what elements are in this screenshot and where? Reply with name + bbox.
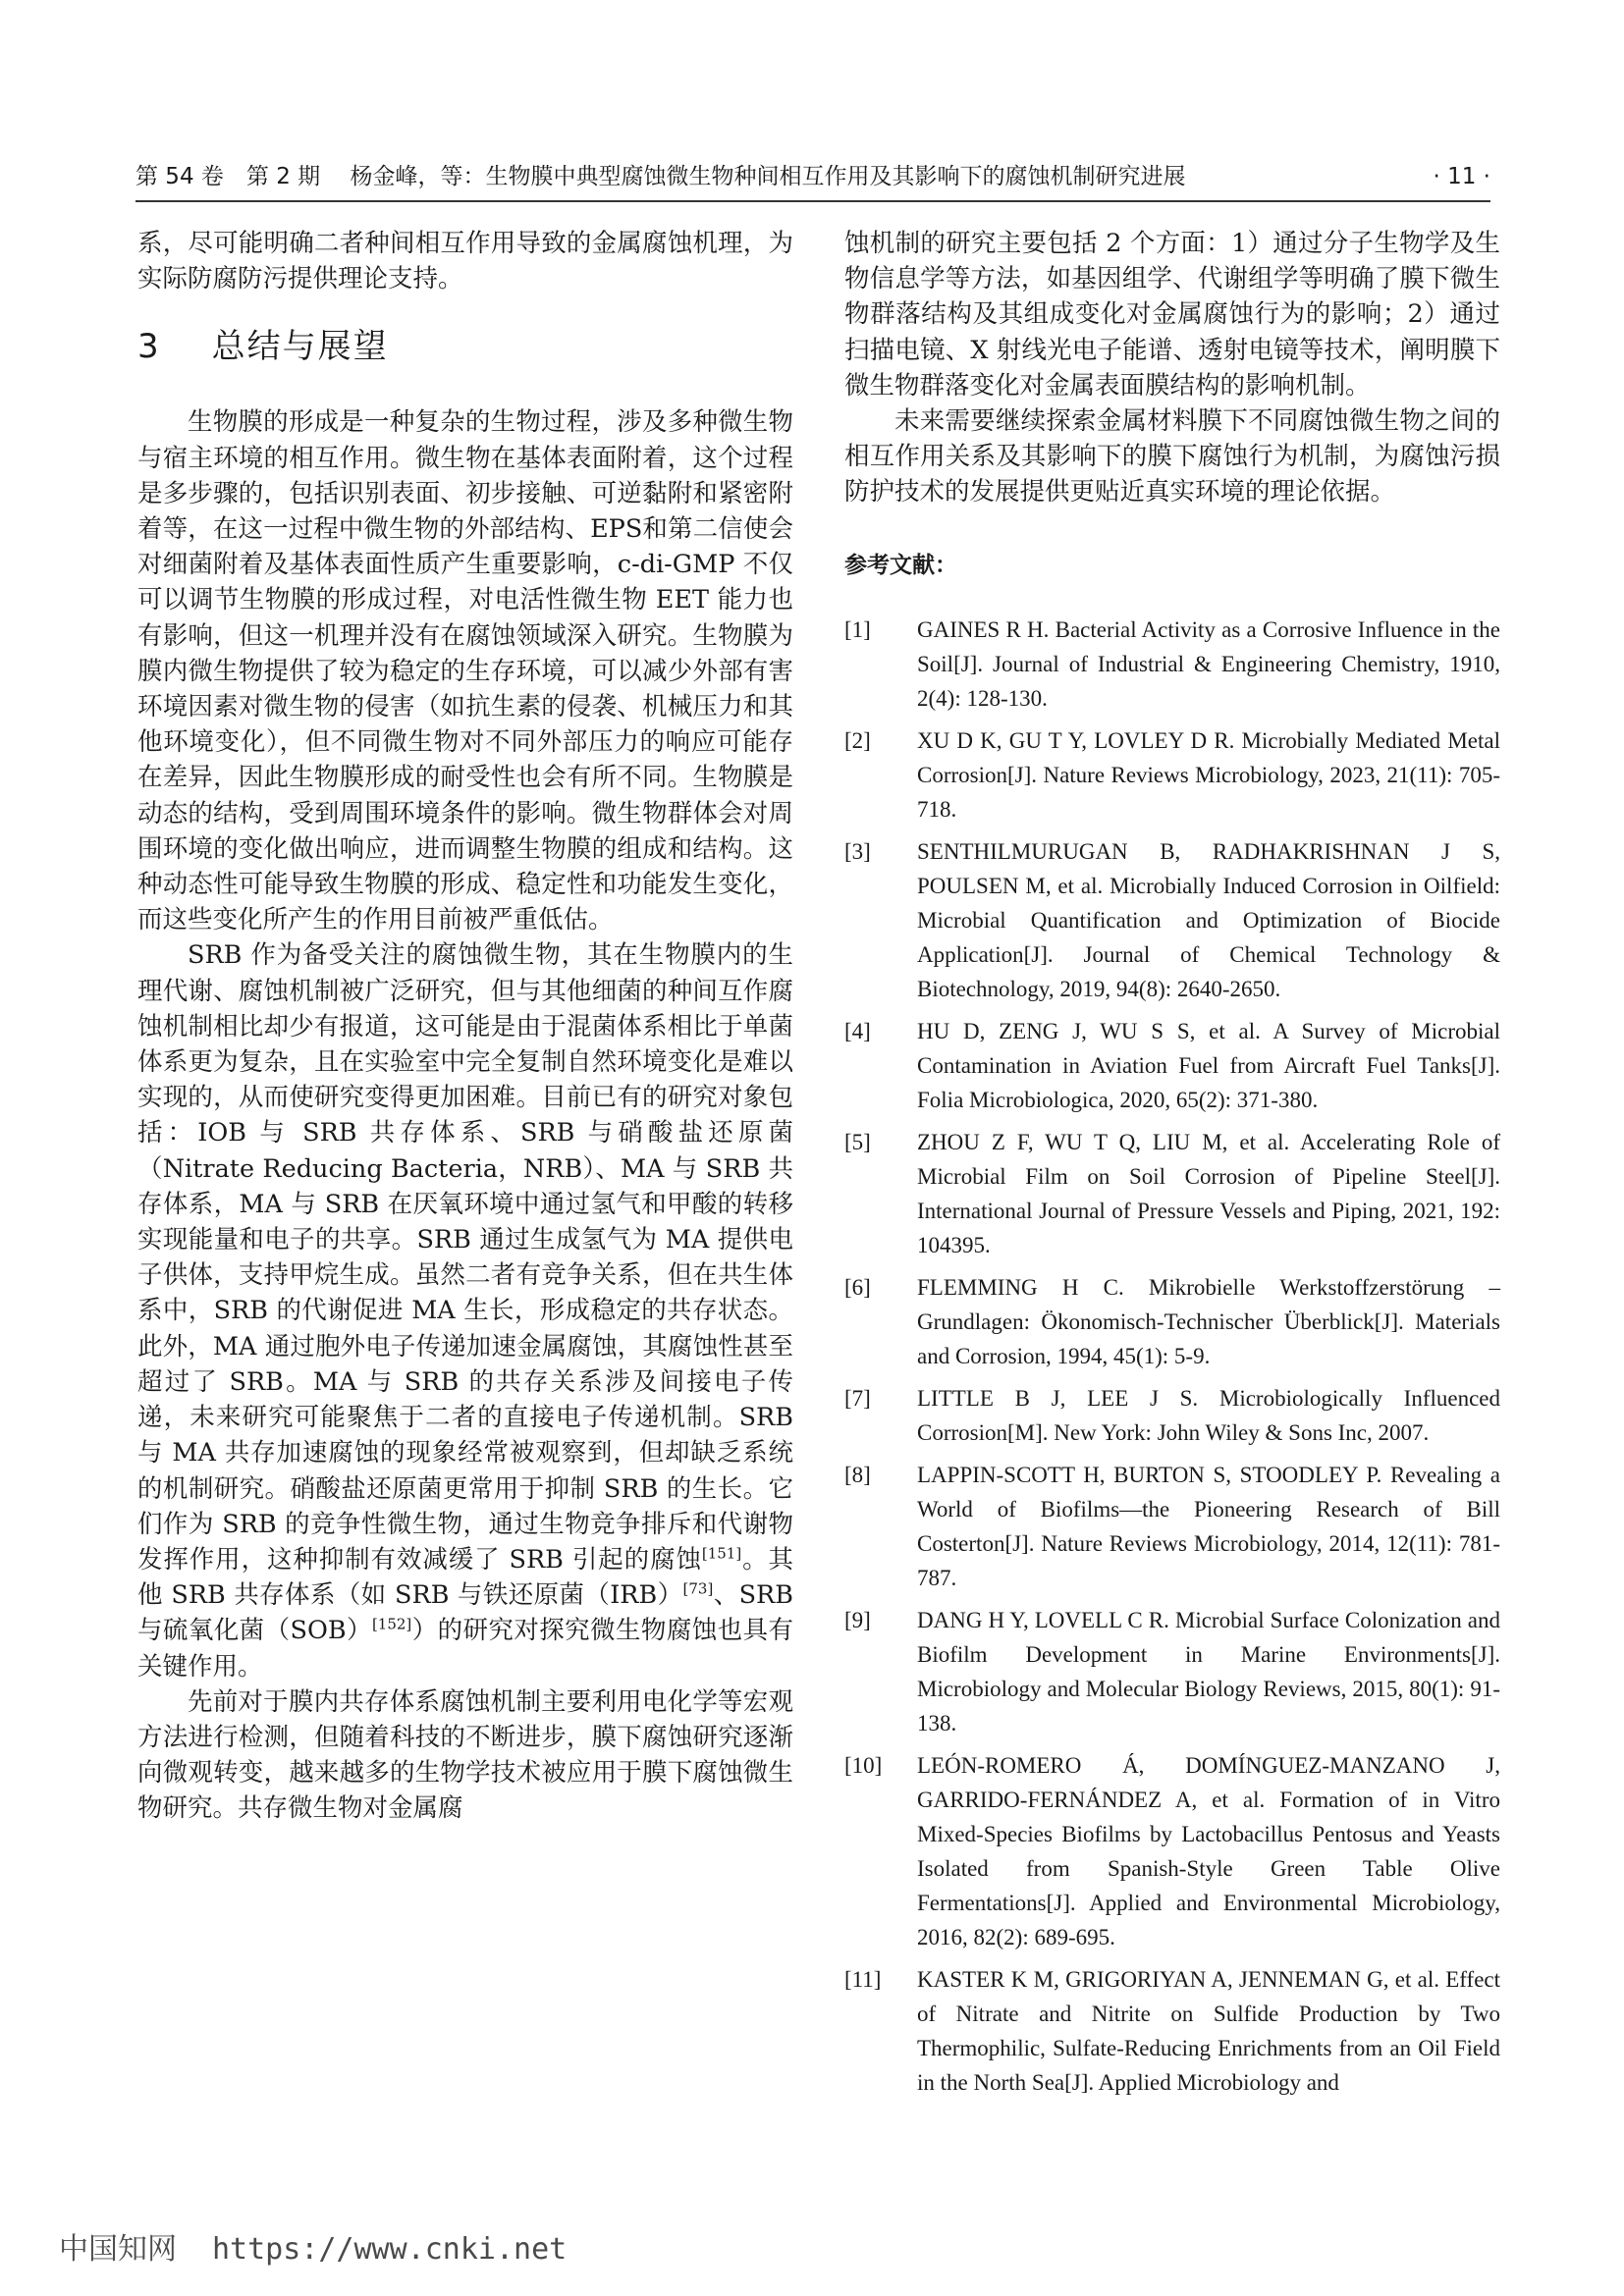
reference-number: [8] — [844, 1462, 871, 1487]
footer-watermark — [59, 2230, 567, 2269]
reference-item — [844, 613, 1500, 716]
citation-73: [73] — [682, 1579, 714, 1598]
reference-item — [844, 834, 1500, 1006]
reference-number: [1] — [844, 616, 871, 642]
paragraph-text: SRB 作为备受关注的腐蚀微生物，其在生物膜内的生理代谢、腐蚀机制被广泛研究，但与其他细菌的种间互作腐蚀机制相比却少有报道，这可能是由于混菌体系相比于单菌体系更为复杂，且在实验室中完全复制自然环境变化是难以实现的，从而使研究变得更加困难。目前已有的研究对象包括：IOB 与 SRB 共存体系、SRB 与硝酸盐还原菌（Nitrate Reducing Bacteria，NRB）、MA 与 SRB 共存体系，MA 与 SRB 在厌氧环境中通过氢气和甲酸的转移实现能量和电子的共享。SRB 通过生成氢气为 MA 提供电子供体，支持甲烷生成。虽然二者有竞争关系，但在共生体系中，SRB 的代谢促进 MA 生长，形成稳定的共存状态。此外，MA 通过胞外电子传递加速金属腐蚀，其腐蚀性甚至超过了 SRB。MA 与 SRB 的共存关系涉及间接电子传递，未来研究可能聚焦于二者的直接电子传递机制。SRB 与 MA 共存加速腐蚀的现象经常被观察到，但却缺乏系统的机制研究。硝酸盐还原菌更常用于抑制 SRB 的生长。它们作为 SRB 的竞争性微生物，通过生物竞争排斥和代谢物发挥作用，这种抑制有效减缓了 SRB 引起的腐蚀 — [137, 940, 793, 1575]
reference-number: [4] — [844, 1018, 871, 1043]
reference-number: [6] — [844, 1274, 871, 1300]
right-column — [844, 226, 1500, 2108]
reference-item — [844, 1603, 1500, 1740]
reference-item — [844, 1458, 1500, 1595]
body-paragraph-outlook: 未来需要继续探索金属材料膜下不同腐蚀微生物之间的相互作用关系及其影响下的膜下腐蚀行为机制，为腐蚀污损防护技术的发展提供更贴近真实环境的理论依据。 — [844, 406, 1500, 507]
reference-number: [11] — [844, 1966, 882, 1992]
reference-text: XU D K, GU T Y, LOVLEY D R. Microbially Mediated Metal Corrosion[J]. Nature Reviews Microbiology, 2023, 21(11): 705-718. — [917, 727, 1500, 822]
citation-152: [152] — [371, 1615, 412, 1633]
reference-item — [844, 1125, 1500, 1262]
reference-number: [10] — [844, 1752, 883, 1778]
page-number: · 11 · — [1433, 164, 1490, 189]
reference-text: GAINES R H. Bacterial Activity as a Corrosive Influence in the Soil[J]. Journal of Industrial & Engineering Chemistry, 1910, 2(4): 128-130. — [917, 616, 1500, 711]
reference-text: SENTHILMURUGAN B, RADHAKRISHNAN J S, POULSEN M, et al. Microbially Induced Corrosion in Oilfield: Microbial Quantification and Optimization of Biocide Application[J]. Journal of Chemical Technology & Biotechnology, 2019, 94(8): 2640-2650. — [917, 838, 1500, 1001]
reference-number: [9] — [844, 1607, 871, 1632]
paragraph-text: 、SRB 与硫氧化菌（SOB） — [137, 1580, 793, 1646]
intro-paragraph: 系，尽可能明确二者种间相互作用导致的金属腐蚀机理，为实际防腐防污提供理论支持。 — [137, 229, 793, 294]
left-column — [137, 226, 793, 1827]
paragraph-text: ）的研究对探究微生物腐蚀也具有关键作用。 — [137, 1616, 793, 1682]
cnki-logo: 中国知网 — [59, 2232, 177, 2267]
body-paragraph-1: 生物膜的形成是一种复杂的生物过程，涉及多种微生物与宿主环境的相互作用。微生物在基体表面附着，这个过程是多步骤的，包括识别表面、初步接触、可逆黏附和紧密附着等，在这一过程中微生物的外部结构、EPS和第二信使会对细菌附着及基体表面性质产生重要影响，c-di-GMP 不仅可以调节生物膜的形成过程，对电活性微生物 EET 能力也有影响，但这一机理并没有在腐蚀领域深入研究。生物膜为膜内微生物提供了较为稳定的生存环境，可以减少外部有害环境因素对微生物的侵害（如抗生素的侵袭、机械压力和其他环境变化），但不同微生物对不同外部压力的响应可能存在差异，因此生物膜形成的耐受性也会有所不同。生物膜是动态的结构，受到周围环境条件的影响。微生物群体会对周围环境的变化做出响应，进而调整生物膜的组成和结构。这种动态性可能导致生物膜的形成、稳定性和功能发生变化，而这些变化所产生的作用目前被严重低估。 — [137, 407, 793, 935]
reference-text: LEÓN-ROMERO Á, DOMÍNGUEZ-MANZANO J, GARRIDO-FERNÁNDEZ A, et al. Formation of in Vitro Mixed-Species Biofilms by Lactobacillus Pentosus and Yeasts Isolated from Spanish-Style Green Table Olive Fermentations[J]. Applied and Environmental Microbiology, 2016, 82(2): 689-695. — [917, 1752, 1500, 1949]
body-paragraph-2 — [137, 937, 793, 1683]
reference-number: [2] — [844, 727, 871, 753]
reference-item — [844, 1270, 1500, 1373]
reference-text: LITTLE B J, LEE J S. Microbiologically Influenced Corrosion[M]. New York: John Wiley & Sons Inc, 2007. — [917, 1385, 1500, 1445]
reference-number: [7] — [844, 1385, 871, 1411]
reference-item — [844, 1962, 1500, 2100]
reference-item — [844, 1748, 1500, 1954]
section-heading — [137, 322, 793, 371]
header-rule — [135, 200, 1490, 202]
reference-text: FLEMMING H C. Mikrobielle Werkstoffzerstörung – Grundlagen: Ökonomisch-Technischer Überblick[J]. Materials and Corrosion, 1994, 45(1): 5-9. — [917, 1274, 1500, 1368]
section-title: 总结与展望 — [211, 327, 389, 367]
citation-151: [151] — [701, 1544, 742, 1563]
paragraph-text: 。其他 SRB 共存体系（如 SRB 与铁还原菌（IRB） — [137, 1544, 793, 1611]
body-paragraph-continued: 蚀机制的研究主要包括 2 个方面：1）通过分子生物学及生物信息学等方法，如基因组学、代谢组学等明确了膜下微生物群落结构及其组成变化对金属腐蚀行为的影响；2）通过扫描电镜、X 射线光电子能谱、透射电镜等技术，阐明膜下微生物群落变化对金属表面膜结构的影响机制。 — [844, 229, 1500, 400]
reference-item — [844, 723, 1500, 827]
reference-number: [3] — [844, 838, 871, 864]
reference-list — [844, 613, 1500, 2100]
reference-item — [844, 1014, 1500, 1117]
references-heading: 参考文献： — [844, 552, 957, 578]
section-number: 3 — [137, 327, 161, 367]
reference-item — [844, 1381, 1500, 1450]
reference-number: [5] — [844, 1129, 871, 1154]
running-header-title: 第 54 卷 第 2 期 杨金峰，等：生物膜中典型腐蚀微生物种间相互作用及其影响下的腐蚀机制研究进展 — [135, 164, 1186, 189]
reference-text: LAPPIN-SCOTT H, BURTON S, STOODLEY P. Revealing a World of Biofilms—the Pioneering Research of Bill Costerton[J]. Nature Reviews Microbiology, 2014, 12(11): 781-787. — [917, 1462, 1500, 1590]
reference-text: ZHOU Z F, WU T Q, LIU M, et al. Accelerating Role of Microbial Film on Soil Corrosion of Pipeline Steel[J]. International Journal of Pressure Vessels and Piping, 2021, 192: 104395. — [917, 1129, 1500, 1257]
reference-text: KASTER K M, GRIGORIYAN A, JENNEMAN G, et al. Effect of Nitrate and Nitrite on Sulfide Production by Two Thermophilic, Sulfate-Reducing Enrichments from an Oil Field in the North Sea[J]. Applied Microbiology and — [917, 1966, 1500, 2095]
reference-text: DANG H Y, LOVELL C R. Microbial Surface Colonization and Biofilm Development in Marine Environments[J]. Microbiology and Molecular Biology Reviews, 2015, 80(1): 91-138. — [917, 1607, 1500, 1735]
body-paragraph-3: 先前对于膜内共存体系腐蚀机制主要利用电化学等宏观方法进行检测，但随着科技的不断进步，膜下腐蚀研究逐渐向微观转变，越来越多的生物学技术被应用于膜下腐蚀微生物研究。共存微生物对金属腐 — [137, 1686, 793, 1824]
reference-text: HU D, ZENG J, WU S S, et al. A Survey of Microbial Contamination in Aviation Fuel from Aircraft Fuel Tanks[J]. Folia Microbiologica, 2020, 65(2): 371-380. — [917, 1018, 1500, 1112]
cnki-url[interactable]: https://www.cnki.net — [212, 2232, 568, 2267]
running-header — [135, 157, 1490, 196]
